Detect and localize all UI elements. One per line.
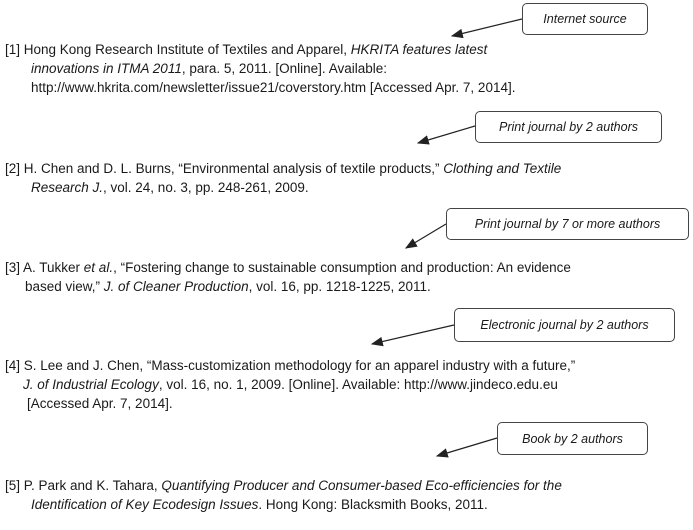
reference-5: [5] P. Park and K. Tahara, Quantifying Producer and Consumer-based Eco-efficiencies for the Identification of Key Ecodesign Issues. Hong Kong: Blacksmith Books, 2011. [5,478,562,512]
reference-number: [5] [5,478,21,493]
reference-number: [3] [5,260,21,275]
callout-book-2-authors: Book by 2 authors [497,422,648,455]
reference-number: [2] [5,161,21,176]
reference-1-url: http://www.hkrita.com/newsletter/issue21/coverstory.htm [Accessed Apr. 7, 2014]. [31,80,516,95]
reference-number: [1] [5,42,21,57]
callout-electronic-journal-2-authors: Electronic journal by 2 authors [454,308,675,342]
arrow-5 [437,438,497,456]
callout-print-journal-2-authors: Print journal by 2 authors [475,111,662,143]
reference-number: [4] [5,358,21,373]
arrow-3 [406,224,446,248]
arrow-4 [372,325,454,344]
arrow-2 [418,126,475,143]
reference-3: [3] A. Tukker et al., “Fostering change to sustainable consumption and production: An evidence based view,” J. of Cleaner Production, vol. 16, pp. 1218-1225, 2011. [5,260,571,294]
reference-4: [4] S. Lee and J. Chen, “Mass-customization methodology for an apparel industry with a future,” J. of Industrial Ecology, vol. 16, no. 1, 2009. [Online]. Available: http://www.jindeco.edu.eu [Accessed Apr. 7, 2014]. [5,358,576,411]
reference-1: [1] Hong Kong Research Institute of Textiles and Apparel, HKRITA features latest innovations in ITMA 2011, para. 5, 2011. [Online]. Available: http://www.hkrita.com/newsletter/issue21/coverstory.htm [Accessed Apr. 7, 2014]. [5,42,516,95]
callout-internet-source: Internet source [522,3,648,35]
arrow-1 [452,19,522,36]
reference-2: [2] H. Chen and D. L. Burns, “Environmental analysis of textile products,” Clothing and Textile Research J., vol. 24, no. 3, pp. 248-261, 2009. [5,161,562,195]
callout-print-journal-7-authors: Print journal by 7 or more authors [446,208,689,240]
